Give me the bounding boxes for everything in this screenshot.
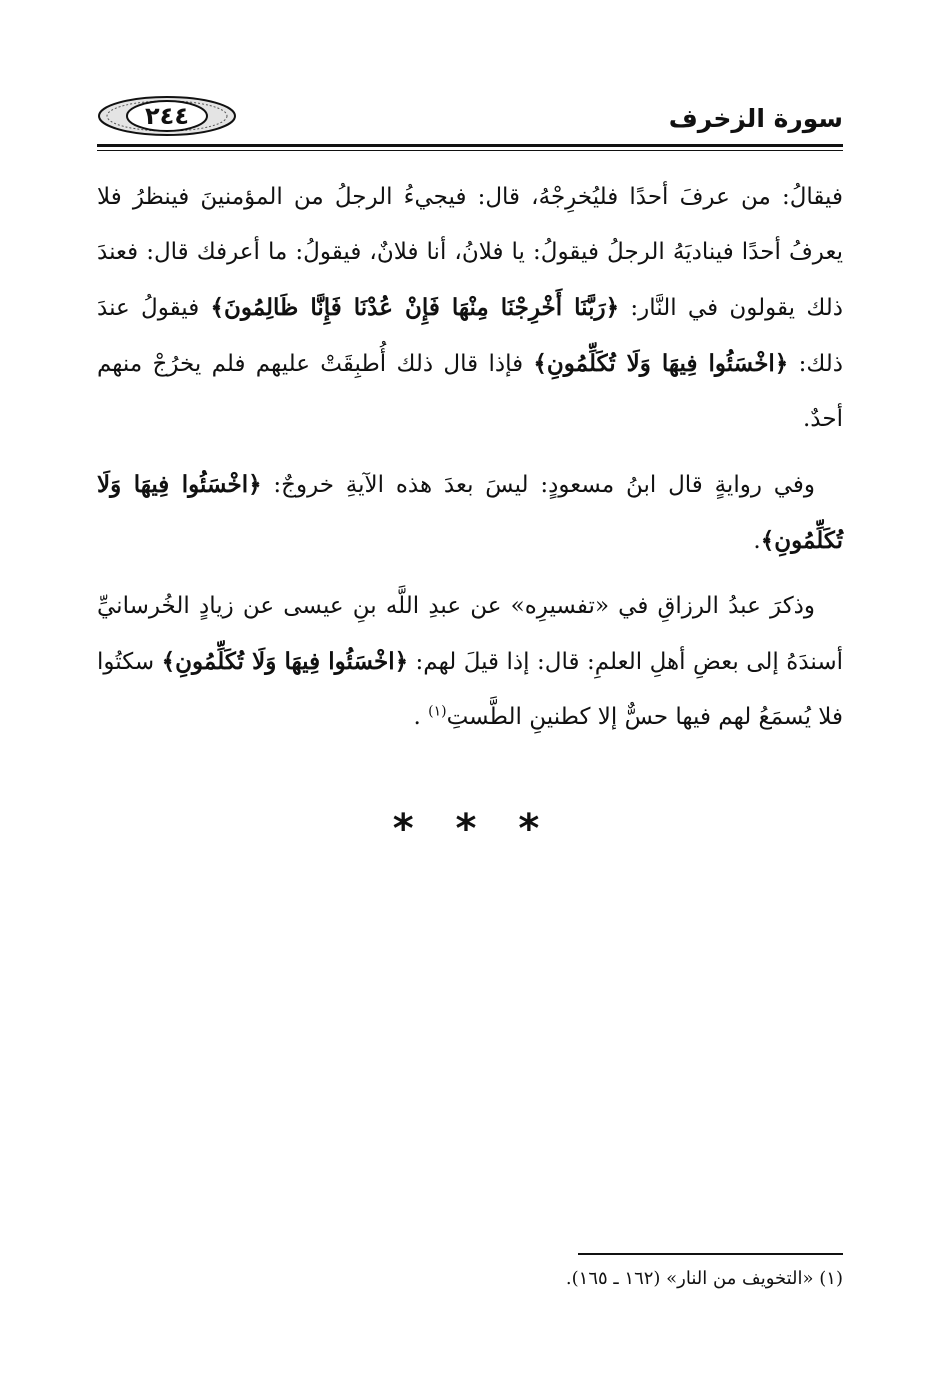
page-header bbox=[97, 92, 843, 142]
quran-verse: ﴿اخْسَئُوا فِيهَا وَلَا تُكَلِّمُونِ﴾ bbox=[533, 350, 789, 377]
paragraph-3 bbox=[97, 579, 843, 745]
header-rule-thin bbox=[97, 150, 843, 151]
text: سكتُوا فلا يُسمَعُ لهم فيها حسٌّ إلا كطنينِ الطَّستِ bbox=[97, 649, 843, 730]
surah-title: سورة الزخرف bbox=[668, 104, 843, 133]
quran-verse: ﴿اخْسَئُوا فِيهَا وَلَا تُكَلِّمُونِ﴾ bbox=[97, 471, 843, 554]
page-number-badge bbox=[97, 95, 237, 137]
section-separator: * * * bbox=[392, 806, 554, 852]
quran-verse: ﴿اخْسَئُوا فِيهَا وَلَا تُكَلِّمُونِ﴾ bbox=[161, 648, 409, 675]
footnote-reference: (١) bbox=[428, 703, 447, 720]
footnote: (١) «التخويف من النار» (١٦٢ ـ ١٦٥). bbox=[565, 1268, 843, 1289]
header-rule-thick bbox=[97, 144, 843, 147]
main-text bbox=[97, 170, 843, 755]
text: . bbox=[753, 528, 761, 554]
text: فيقالُ: من عرفَ أحدًا فليُخرِجْهُ، قال: فيجيءُ الرجلُ من المؤمنينَ فينظرُ فلا يعرفُ أحدًا فيناديَهُ الرجلُ فيقولُ: يا فلانُ، أنا فلانٌ، فيقولُ: ما أعرفك قال: فعندَ ذلك يقولون في النَّار: bbox=[97, 184, 843, 321]
quran-verse: ﴿رَبَّنَا أَخْرِجْنَا مِنْهَا فَإِنْ عُدْنَا فَإِنَّا ظَالِمُونَ﴾ bbox=[210, 294, 620, 321]
paragraph-1 bbox=[97, 170, 843, 447]
text: . bbox=[413, 704, 429, 730]
text: وذكرَ عبدُ الرزاقِ في «تفسيرِه» عن عبدِ اللَّه بنِ عيسى عن زيادٍ الخُرسانيِّ أسندَهُ إلى بعضِ أهلِ العلمِ: قال: إذا قيلَ لهم: bbox=[97, 593, 843, 675]
page-number: ٢٤٤ bbox=[145, 102, 189, 130]
paragraph-2 bbox=[97, 457, 843, 569]
text: فيقولُ عندَ ذلك: bbox=[97, 295, 843, 377]
footnote-rule bbox=[578, 1253, 843, 1255]
text: وفي روايةٍ قال ابنُ مسعودٍ: ليسَ بعدَ هذه الآيةِ خروجٌ: bbox=[261, 472, 815, 498]
text: فإذا قال ذلك أُطبِقَتْ عليهم فلم يخرُجْ منهم أحدٌ. bbox=[97, 351, 843, 432]
